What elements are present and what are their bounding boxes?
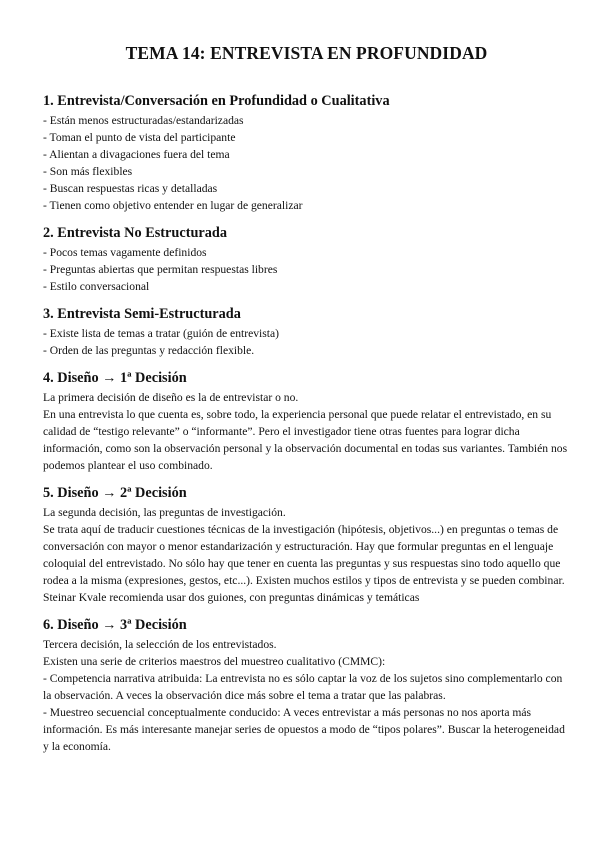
section-heading: 3. Entrevista Semi-Estructurada bbox=[43, 306, 241, 322]
paragraph: - Muestreo secuencial conceptualmente conducido: A veces entrevistar a más personas no nos aporta más información. Es más interesante manejar series de opuestos a modo de “tipos polares”. Buscar la heterogeneidad y la economía. bbox=[43, 706, 565, 753]
bullet-list bbox=[43, 112, 570, 214]
list-item: - Estilo conversacional bbox=[43, 280, 150, 293]
section-heading: 5. Diseño → 2ª Decisión bbox=[43, 485, 187, 501]
paragraph: - Competencia narrativa atribuida: La entrevista no es sólo captar la voz de los sujetos sino complementarlo con la observación. A veces la observación dice más sobre el tema a tratar que las palabras. bbox=[43, 672, 563, 702]
section-heading: 1. Entrevista/Conversación en Profundidad o Cualitativa bbox=[43, 93, 390, 109]
section-diseno-segunda-decision bbox=[43, 484, 570, 606]
list-item: - Están menos estructuradas/estandarizadas bbox=[43, 114, 244, 127]
section-entrevista-profundidad bbox=[43, 92, 570, 214]
list-item: - Son más flexibles bbox=[43, 165, 133, 178]
list-item: - Pocos temas vagamente definidos bbox=[43, 246, 207, 259]
section-entrevista-semi-estructurada bbox=[43, 305, 570, 359]
paragraph: La primera decisión de diseño es la de entrevistar o no. bbox=[43, 391, 299, 404]
list-item: - Alientan a divagaciones fuera del tema bbox=[43, 148, 230, 161]
list-item: - Toman el punto de vista del participante bbox=[43, 131, 236, 144]
section-diseno-tercera-decision bbox=[43, 616, 570, 755]
paragraph: En una entrevista lo que cuenta es, sobre todo, la experiencia personal que puede relatar el entrevistado, en su calidad de “testigo relevante” o “informante”. Pero el investigador tiene otras fuentes para lograr dicha información, como son la observación personal y la observación documental en todas sus variantes. También nos podemos plantear el uso combinado. bbox=[43, 408, 568, 472]
paragraph: Existen una serie de criterios maestros del muestreo cualitativo (CMMC): bbox=[43, 655, 386, 668]
paragraph: Se trata aquí de traducir cuestiones técnicas de la investigación (hipótesis, objetivos...) en preguntas o temas de conversación con mayor o menor estandarización y estructuración. Hay que formular preguntas en el lenguaje coloquial del entrevistado. No sólo hay que tener en cuenta las preguntas y sus respuestas sino todo aquello que rodea a la misma (expresiones, gestos, etc...). Existen muchos estilos y tipos de entrevista y se pueden combinar. Steinar Kvale recomienda usar dos guiones, con preguntas dinámicas y temáticas bbox=[43, 523, 565, 604]
list-item: - Orden de las preguntas y redacción flexible. bbox=[43, 344, 255, 357]
paragraph: La segunda decisión, las preguntas de investigación. bbox=[43, 506, 286, 519]
paragraph: Tercera decisión, la selección de los entrevistados. bbox=[43, 638, 277, 651]
section-entrevista-no-estructurada bbox=[43, 224, 570, 295]
bullet-list bbox=[43, 244, 570, 295]
section-heading: 4. Diseño → 1ª Decisión bbox=[43, 370, 187, 386]
section-heading: 2. Entrevista No Estructurada bbox=[43, 225, 228, 241]
list-item: - Preguntas abiertas que permitan respuestas libres bbox=[43, 263, 278, 276]
section-diseno-primera-decision bbox=[43, 369, 570, 474]
bullet-list bbox=[43, 325, 570, 359]
list-item: - Buscan respuestas ricas y detalladas bbox=[43, 182, 218, 195]
list-item: - Tienen como objetivo entender en lugar de generalizar bbox=[43, 199, 303, 212]
list-item: - Existe lista de temas a tratar (guión de entrevista) bbox=[43, 327, 279, 340]
document-title: TEMA 14: ENTREVISTA EN PROFUNDIDAD bbox=[125, 43, 488, 63]
section-heading: 6. Diseño → 3ª Decisión bbox=[43, 617, 187, 633]
